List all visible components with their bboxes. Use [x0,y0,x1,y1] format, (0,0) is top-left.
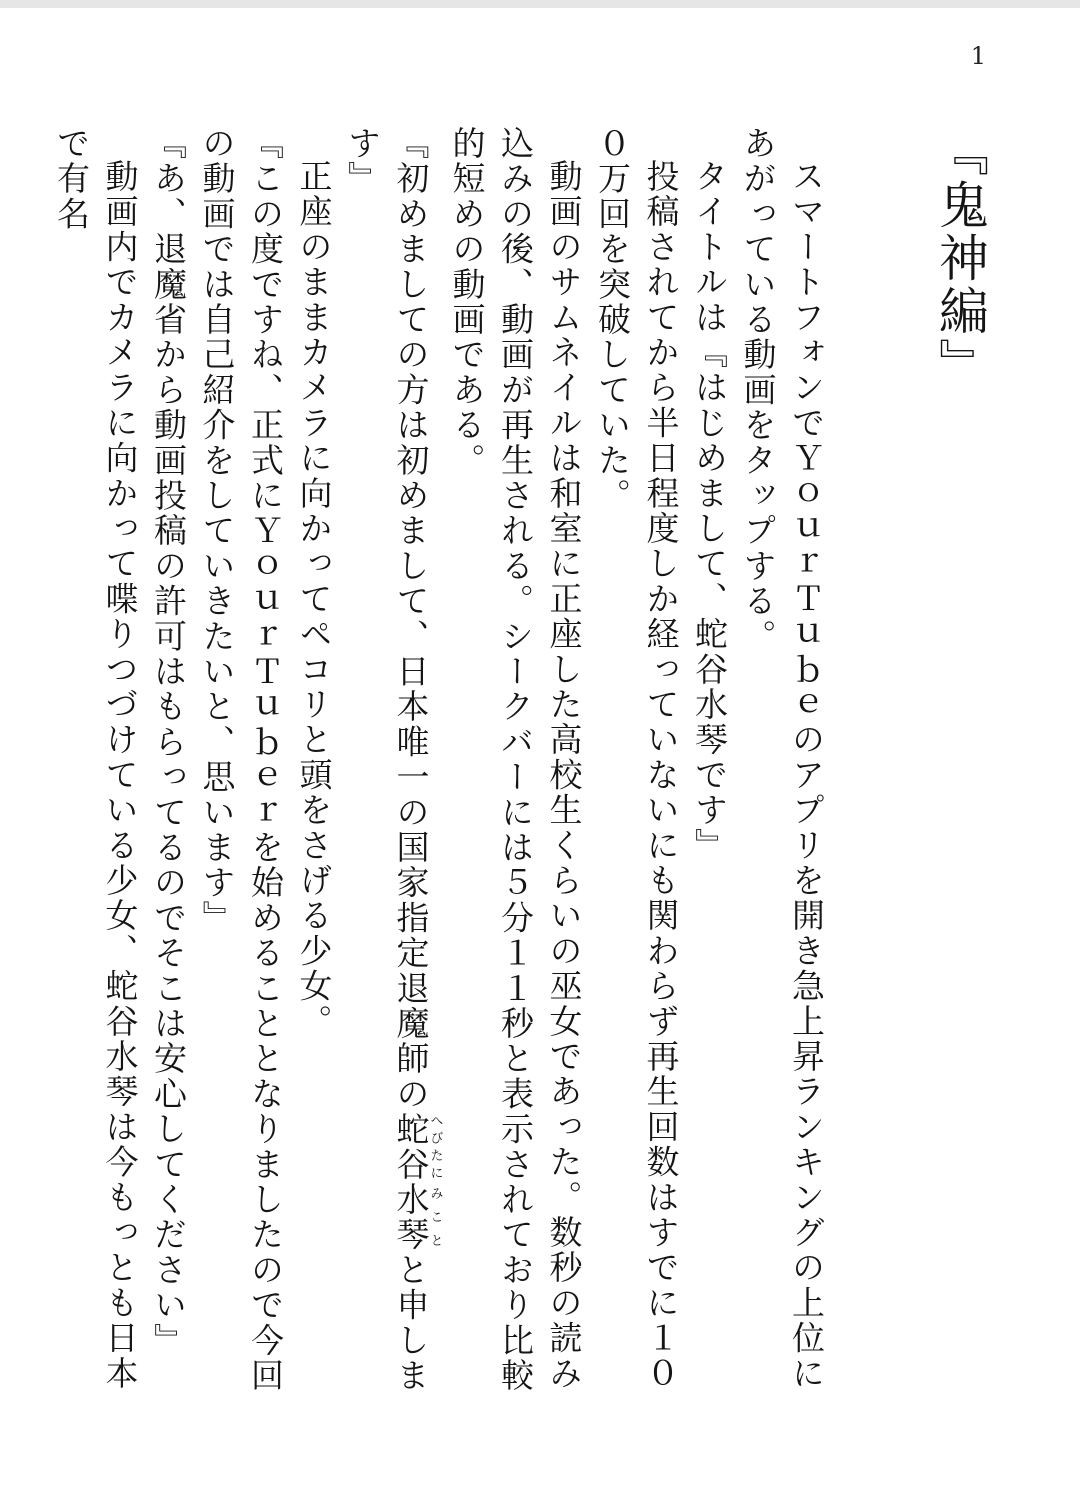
page-number: 1 [970,42,986,70]
paragraph-8: 『あ、退魔省から動画投稿の許可はもらってるのでそこは安心してください』 [149,126,188,1358]
paragraph-5-before: 『初めましての方は初めまして、日本唯一の国家指定退魔師の [391,126,431,1112]
paragraph-1: スマートフォンでＹｏｕｒＴｕｂｅのアプリを開き急上昇ランキングの上位にあがっている動画をタップする。 [738,126,826,1391]
paragraph-6: 正座のままカメラに向かってペコリと頭をさげる少女。 [294,159,334,1039]
paragraph-4: 動画のサムネイルは和室に正座した高校生くらいの巫女であった。数秒の読み込みの後、動画が再生される。シークバーには５分１１秒と表示されており比較的短めの動画である。 [447,126,584,1394]
ruby-mikoto-reading: みこと [427,1182,443,1253]
paragraph-5-after: と申します』 [343,126,431,1394]
ruby-hebitani-reading: へびたに [427,1111,443,1183]
paragraph-3: 投稿されてから半日程度しか経っていないにも関わらず再生回数はすでに１００万回を突破していた。 [593,126,681,1391]
ruby-hebitani [391,1111,443,1183]
page-top-edge [0,0,1080,8]
ruby-mikoto-base: 水琴 [391,1182,431,1253]
ruby-mikoto [391,1182,443,1253]
vertical-text-block [47,126,991,1416]
paragraph-7: 『この度ですね、正式にＹｏｕｒＴｕｂｅｒを始めることとなりましたので今回の動画では自己紹介をしていきたいと、思います』 [197,126,285,1394]
chapter-title: 『鬼神編』 [931,126,989,391]
paragraph-2: タイトルは『はじめまして、蛇谷水琴です』 [690,159,729,863]
paragraph-5 [338,126,443,1416]
ruby-hebitani-base: 蛇谷 [391,1111,431,1183]
paragraph-9: 動画内でカメラに向かって喋りつづけている少女、蛇谷水琴は今もっとも日本で有名 [52,126,140,1391]
